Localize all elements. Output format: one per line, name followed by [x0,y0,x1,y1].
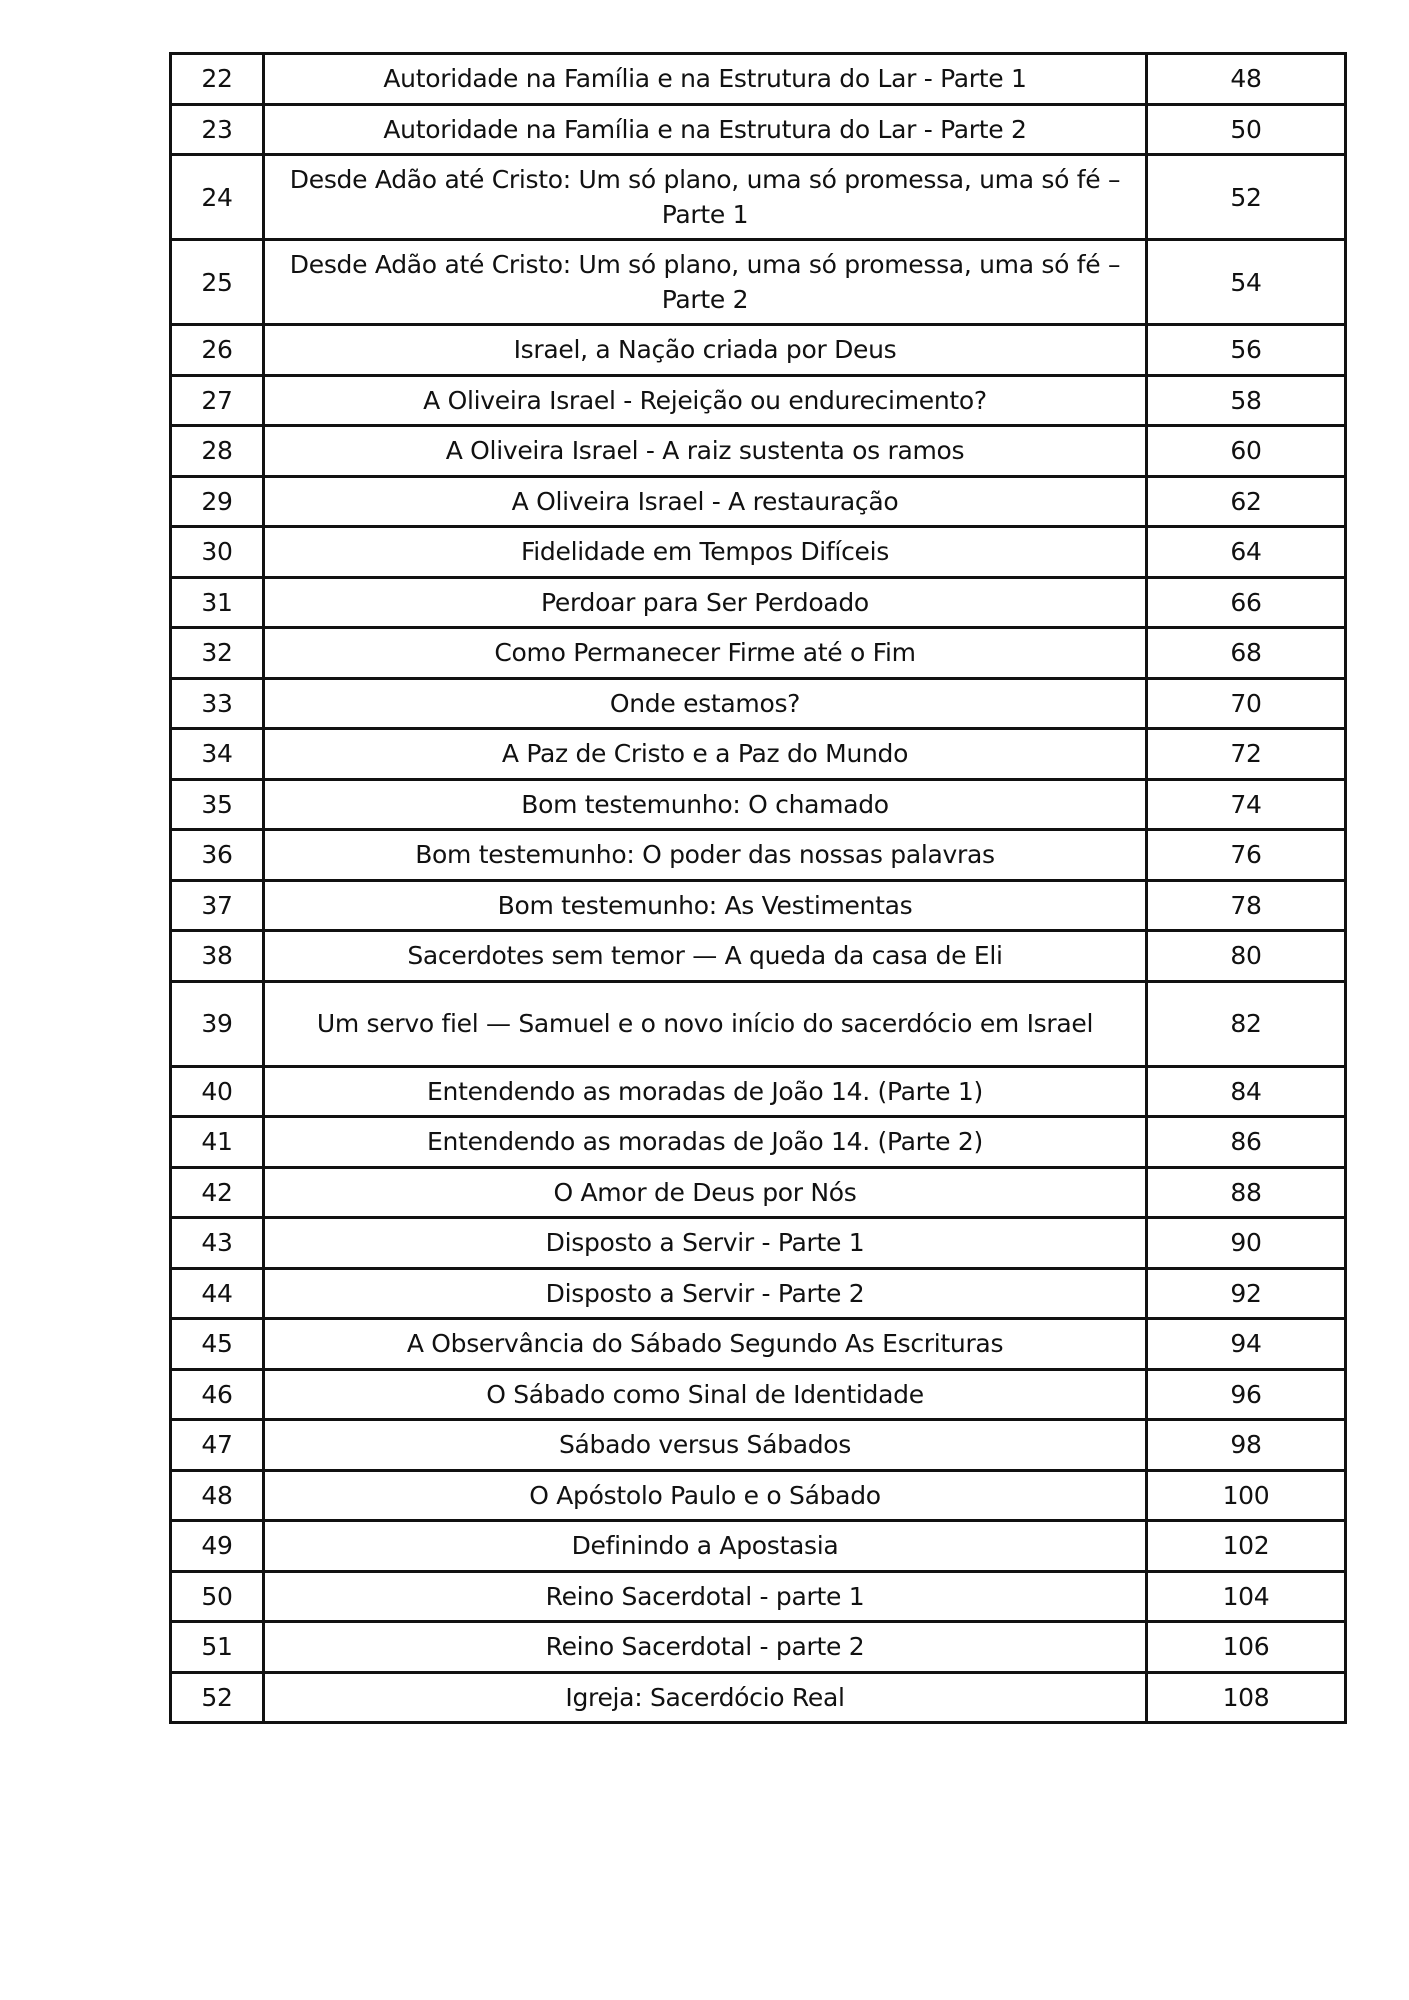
lesson-number: 35 [171,779,264,830]
lesson-title: Disposto a Servir - Parte 1 [264,1218,1147,1269]
lesson-title: O Apóstolo Paulo e o Sábado [264,1470,1147,1521]
table-row [171,375,1346,426]
lesson-title: Autoridade na Família e na Estrutura do Lar - Parte 2 [264,104,1147,155]
lesson-title: Sacerdotes sem temor — A queda da casa de Eli [264,931,1147,982]
table-row [171,678,1346,729]
lesson-title: Igreja: Sacerdócio Real [264,1672,1147,1723]
table-row [171,527,1346,578]
lesson-number: 48 [171,1470,264,1521]
lesson-number: 39 [171,981,264,1066]
lesson-title: Entendendo as moradas de João 14. (Parte 1) [264,1066,1147,1117]
table-row [171,779,1346,830]
lesson-title: Perdoar para Ser Perdoado [264,577,1147,628]
table-row [171,729,1346,780]
lesson-number: 45 [171,1319,264,1370]
lesson-number: 28 [171,426,264,477]
page-number: 92 [1147,1268,1346,1319]
lesson-title: A Oliveira Israel - Rejeição ou endurecimento? [264,375,1147,426]
page-number: 86 [1147,1117,1346,1168]
lesson-title: Israel, a Nação criada por Deus [264,325,1147,376]
lesson-number: 36 [171,830,264,881]
lesson-title: Bom testemunho: O chamado [264,779,1147,830]
lesson-title: Autoridade na Família e na Estrutura do Lar - Parte 1 [264,54,1147,105]
lesson-title: Desde Adão até Cristo: Um só plano, uma só promessa, uma só fé – Parte 1 [264,155,1147,240]
lesson-title: Fidelidade em Tempos Difíceis [264,527,1147,578]
lesson-number: 42 [171,1167,264,1218]
table-row [171,1218,1346,1269]
lesson-title: O Sábado como Sinal de Identidade [264,1369,1147,1420]
table-row [171,54,1346,105]
lesson-title: Entendendo as moradas de João 14. (Parte 2) [264,1117,1147,1168]
lesson-title: Um servo fiel — Samuel e o novo início do sacerdócio em Israel [264,981,1147,1066]
table-row [171,325,1346,376]
page-number: 72 [1147,729,1346,780]
lesson-title: Disposto a Servir - Parte 2 [264,1268,1147,1319]
table-row [171,931,1346,982]
page-number: 108 [1147,1672,1346,1723]
page-number: 106 [1147,1622,1346,1673]
table-row [171,1622,1346,1673]
table-row [171,628,1346,679]
page-number: 102 [1147,1521,1346,1572]
page-number: 100 [1147,1470,1346,1521]
lesson-number: 50 [171,1571,264,1622]
page-number: 94 [1147,1319,1346,1370]
lesson-number: 47 [171,1420,264,1471]
lesson-title: A Observância do Sábado Segundo As Escrituras [264,1319,1147,1370]
lesson-title: Bom testemunho: O poder das nossas palavras [264,830,1147,881]
page-number: 104 [1147,1571,1346,1622]
page-number: 74 [1147,779,1346,830]
lesson-number: 24 [171,155,264,240]
table-row [171,1521,1346,1572]
lesson-number: 27 [171,375,264,426]
table-row [171,1470,1346,1521]
page-number: 62 [1147,476,1346,527]
table-row [171,1672,1346,1723]
table-of-contents [169,52,1347,1724]
table-row [171,1420,1346,1471]
lesson-number: 37 [171,880,264,931]
lesson-number: 44 [171,1268,264,1319]
lesson-number: 49 [171,1521,264,1572]
page-number: 56 [1147,325,1346,376]
page-number: 76 [1147,830,1346,881]
lesson-number: 25 [171,240,264,325]
table-row [171,1066,1346,1117]
lesson-title: Reino Sacerdotal - parte 2 [264,1622,1147,1673]
page-number: 52 [1147,155,1346,240]
page-number: 60 [1147,426,1346,477]
lesson-number: 31 [171,577,264,628]
table-row [171,155,1346,240]
page-number: 58 [1147,375,1346,426]
lesson-number: 23 [171,104,264,155]
page-number: 78 [1147,880,1346,931]
table-row [171,476,1346,527]
page-number: 66 [1147,577,1346,628]
table-row [171,1319,1346,1370]
lesson-title: Onde estamos? [264,678,1147,729]
page-number: 80 [1147,931,1346,982]
lesson-title: Sábado versus Sábados [264,1420,1147,1471]
page-number: 54 [1147,240,1346,325]
table-row [171,830,1346,881]
lesson-number: 34 [171,729,264,780]
table-row [171,880,1346,931]
lesson-number: 41 [171,1117,264,1168]
page-number: 48 [1147,54,1346,105]
page-number: 90 [1147,1218,1346,1269]
page-number: 88 [1147,1167,1346,1218]
lesson-title: Reino Sacerdotal - parte 1 [264,1571,1147,1622]
page-number: 50 [1147,104,1346,155]
page-number: 70 [1147,678,1346,729]
table-row [171,577,1346,628]
lesson-number: 51 [171,1622,264,1673]
table-row [171,104,1346,155]
lesson-number: 43 [171,1218,264,1269]
table-row [171,426,1346,477]
lesson-title: Definindo a Apostasia [264,1521,1147,1572]
page-number: 96 [1147,1369,1346,1420]
page-number: 68 [1147,628,1346,679]
page-number: 84 [1147,1066,1346,1117]
page-number: 98 [1147,1420,1346,1471]
lesson-number: 33 [171,678,264,729]
lesson-number: 38 [171,931,264,982]
lesson-number: 52 [171,1672,264,1723]
lesson-number: 40 [171,1066,264,1117]
table-row [171,240,1346,325]
lesson-title: Como Permanecer Firme até o Fim [264,628,1147,679]
lesson-title: A Paz de Cristo e a Paz do Mundo [264,729,1147,780]
lesson-title: Bom testemunho: As Vestimentas [264,880,1147,931]
page-number: 64 [1147,527,1346,578]
table-row [171,1571,1346,1622]
page-number: 82 [1147,981,1346,1066]
table-row [171,1117,1346,1168]
lesson-title: Desde Adão até Cristo: Um só plano, uma só promessa, uma só fé – Parte 2 [264,240,1147,325]
lesson-number: 29 [171,476,264,527]
lesson-number: 26 [171,325,264,376]
table-row [171,981,1346,1066]
toc-body [171,54,1346,1723]
lesson-number: 32 [171,628,264,679]
table-row [171,1167,1346,1218]
lesson-number: 30 [171,527,264,578]
lesson-number: 46 [171,1369,264,1420]
table-row [171,1268,1346,1319]
table-row [171,1369,1346,1420]
lesson-title: A Oliveira Israel - A raiz sustenta os ramos [264,426,1147,477]
lesson-number: 22 [171,54,264,105]
lesson-title: O Amor de Deus por Nós [264,1167,1147,1218]
lesson-title: A Oliveira Israel - A restauração [264,476,1147,527]
